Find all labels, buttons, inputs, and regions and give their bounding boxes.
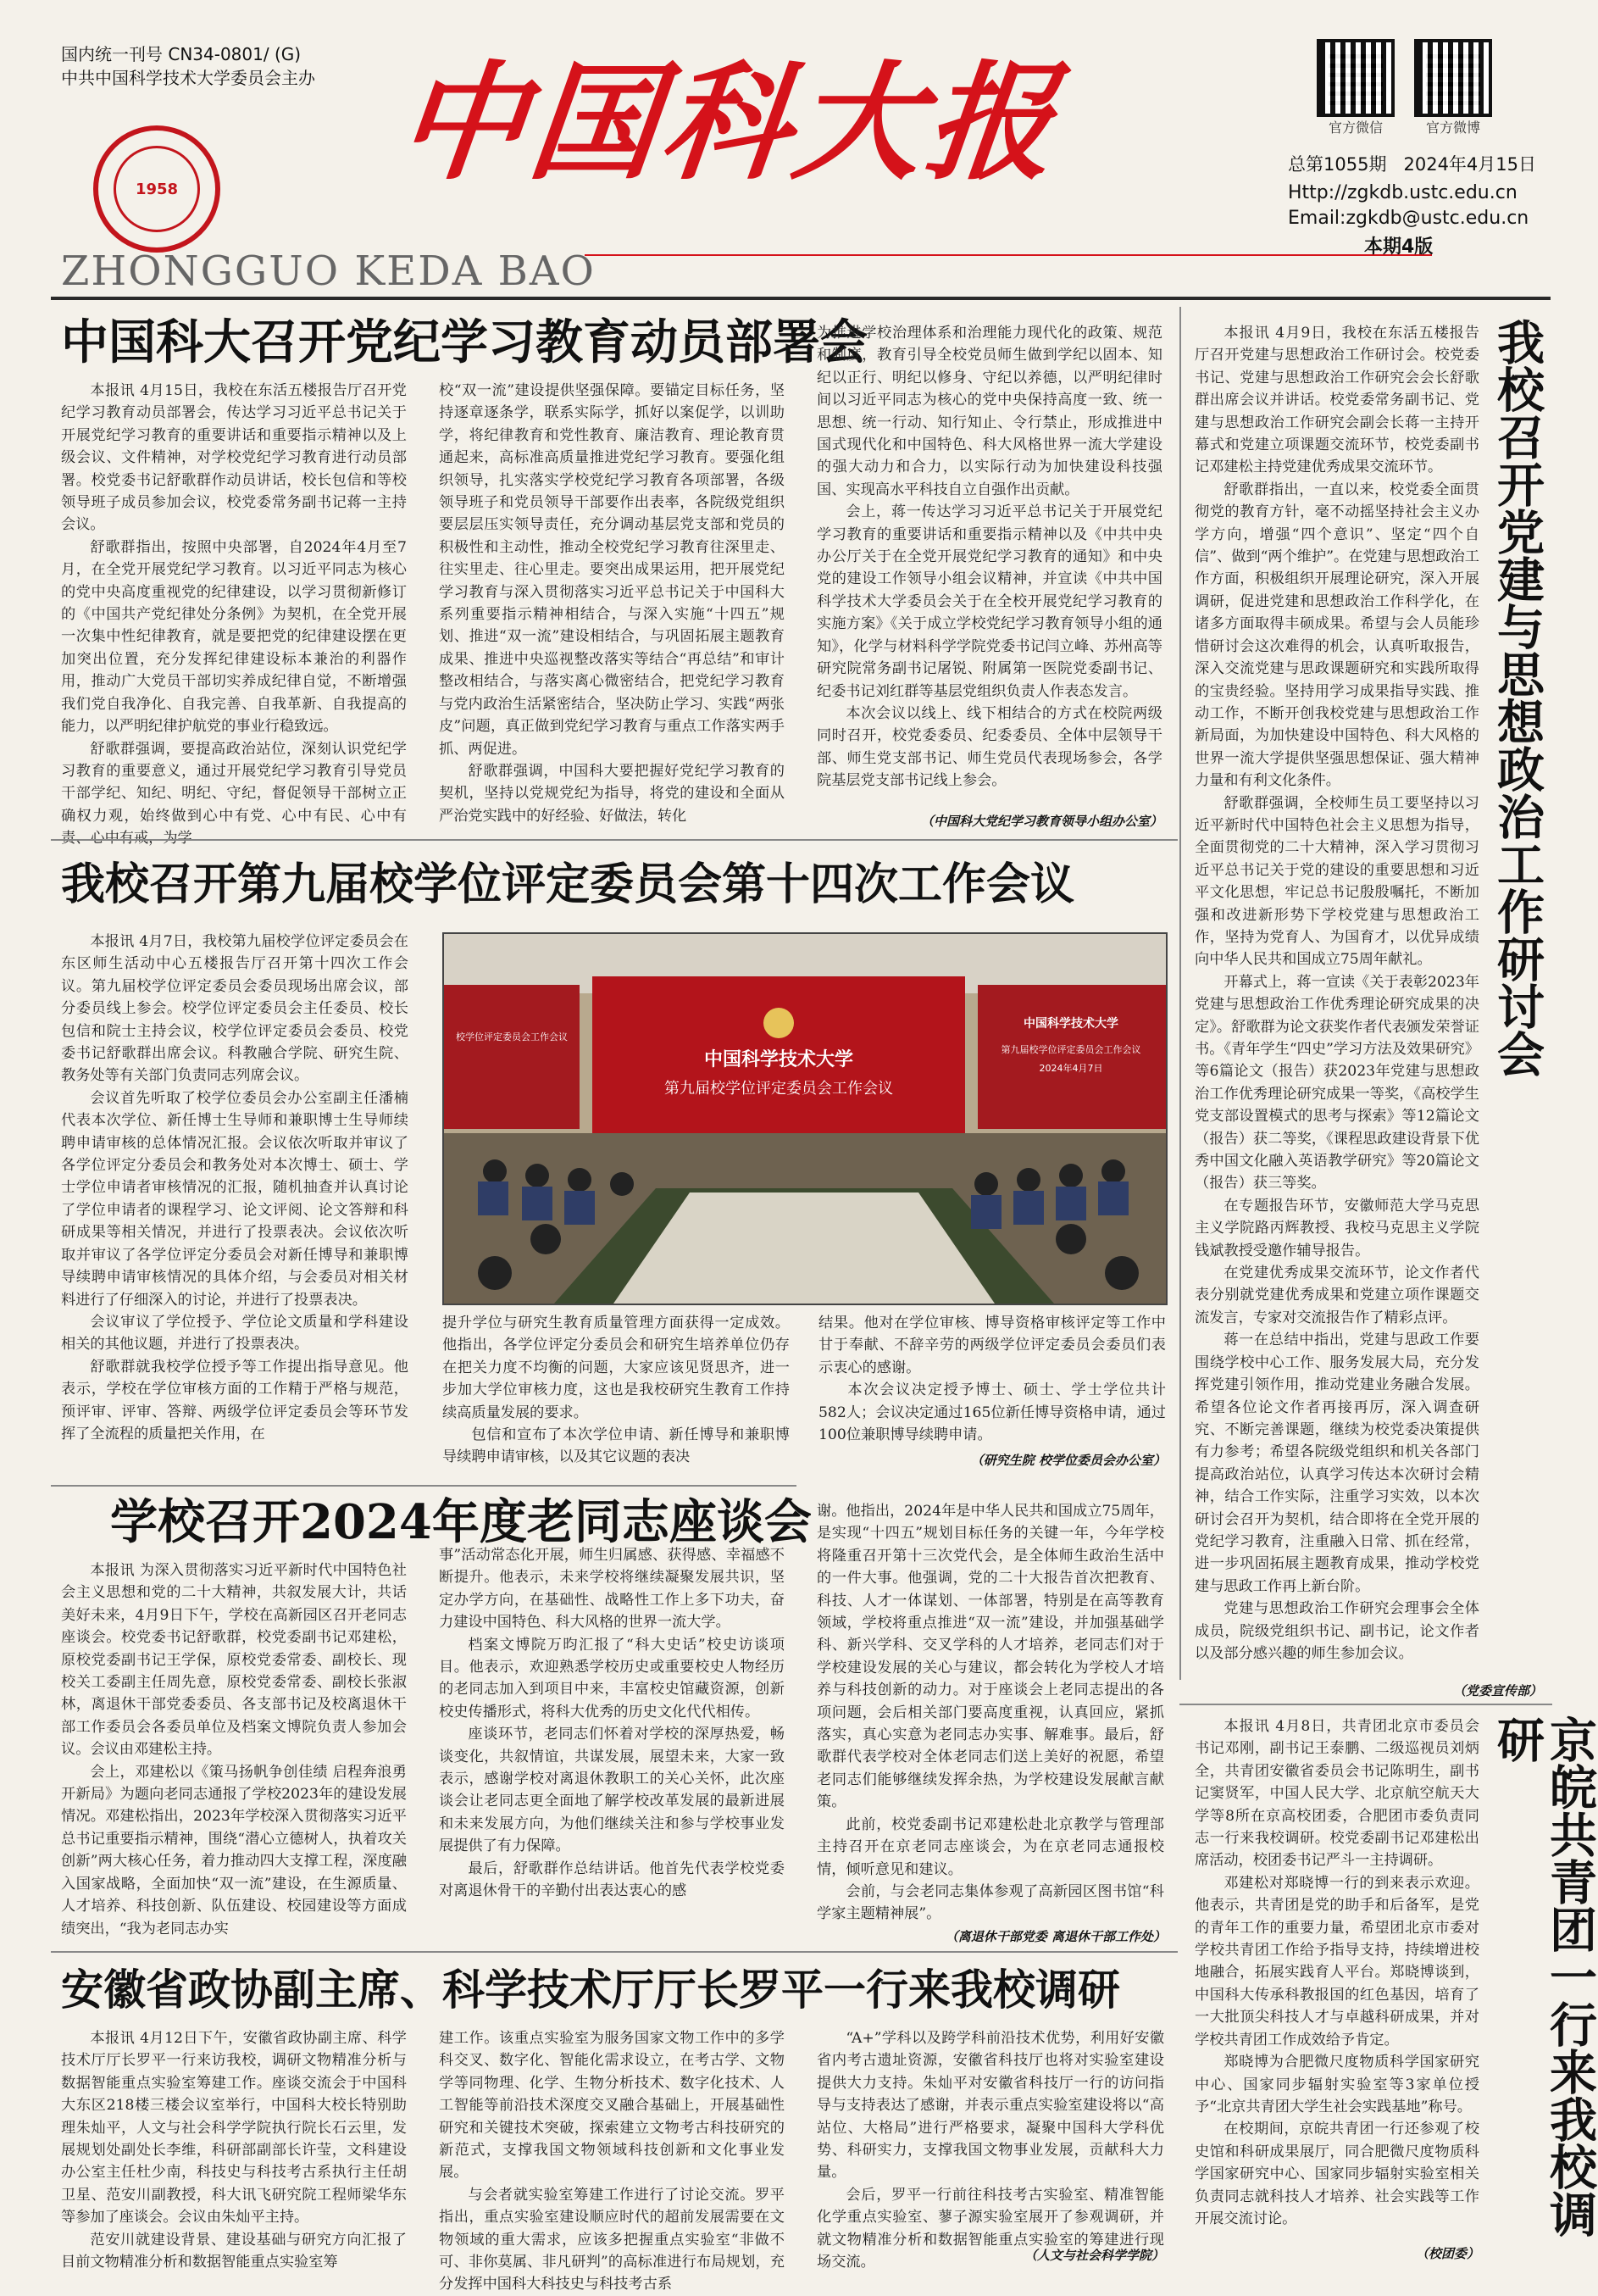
column-divider (1179, 307, 1181, 1680)
section-divider (1179, 1704, 1552, 1705)
article-6-col-1 (61, 2027, 407, 2278)
article-2-para: 在专题报告环节，安徽师范大学马克思主义学院路丙辉教授、我校马克思主义学院钱斌教授受邀作辅导报告。 (1195, 1197, 1479, 1259)
article-2-para: 蒋一在总结中指出，党建与思政工作要围绕学校中心工作、服务发展大局，充分发挥党建引领作用，推动党建业务融合发展。希望各位论文作者再接再厉，深入调查研究、不断完善课题，继续为校党委决策提供有力参考；希望各院级党组织和机关各部门提高政治站位，认真学习传达本次研讨会精神，结合工作实际，注重学习实效，以本次研讨会召开为契机，结合即将在全党开展的党纪学习教育，注重融入日常、抓在经常，进一步巩固拓展主题教育成果，推动学校党建与思政工作再上新台阶。 (1195, 1331, 1479, 1595)
article-1-para: 会上，蒋一传达学习习近平总书记关于开展党纪学习教育的重要讲话和重要指示精神以及《中共中央办公厅关于在全党开展党纪学习教育的通知》和中央党的建设工作领导小组会议精神，并宣读《中共中国科学技术大学委员会关于在全校开展党纪学习教育的实施方案》《关于成立学校党纪学习教育领导小组的通知》，化学与材料科学学院党委书记闫立峰、苏州高等研究院常务副书记屠锐、附属第一医院党委副书记、纪委书记刘红群等基层党组织负责人作表态发言。 (817, 503, 1162, 700)
meeting-photo-illustration (444, 934, 1166, 1304)
article-1-para: 本次会议以线上、线下相结合的方式在校院两级同时召开，校党委委员、纪委委员、全体中层领导干部、师生党支部书记、师生党员代表现场参会，各学院基层党支部书记线上参会。 (817, 704, 1162, 790)
qr-code-icon (1317, 39, 1395, 117)
article-4-title: 京皖共青团一行来我校调研 (1490, 1715, 1598, 2238)
article-2-para: 本报讯 4月9日，我校在东活五楼报告厅召开党建与思想政治工作研讨会。校党委书记、党建与思想政治工作研究会会长舒歌群出席会议并讲话。校党委常务副书记、党建与思想政治工作研究会副会长蒋一主持开幕式和党建立项课题交流环节，校党委副书记邓建松主持党建优秀成果交流环节。 (1195, 325, 1479, 476)
issue-date: 2024年4月15日 (1403, 154, 1537, 175)
article-3-para: 会议首先听取了校学位委员会办公室副主任潘楠代表本次学位、新任博士生导师和兼职博士生导师续聘申请审核的总体情况汇报。会议依次听取并审议了各学位评定分委员会和教务处对本次博士、硕士、学士学位申请者审核情况的汇报，随机抽查并认真讨论了学位申请者的课程学习、论文评阅、论文答辩和科研成果等相关情况，并进行了投票表决。会议依次听取并审议了各学位评定分委员会对新任博导和兼职博导续聘申请审核情况的具体介绍，与会委员对相关材料进行了仔细深入的讨论，并进行了投票表决。 (61, 1089, 408, 1309)
qr-weibo[interactable] (1407, 39, 1500, 136)
masthead-title: 中国科大报 (390, 48, 1068, 197)
article-3-para: 提升学位与研究生教育质量管理方面获得一定成效。他指出，各学位评定分委员会和研究生培养单位仍存在把关力度不均衡的问题，大家应该见贤思齐，进一步加大学位审核力度，这也是我校研究生教育工作持续高质量发展的要求。 (442, 1315, 790, 1421)
article-2-para: 舒歌群强调，全校师生员工要坚持以习近平新时代中国特色社会主义思想为指导，全面贯彻党的二十大精神，深入学习贯彻习近平总书记关于党的建设的重要思想和习近平文化思想，牢记总书记殷殷嘱托，不断加强和改进新形势下学校党建与思想政治工作，坚持为党育人、为国育才，以优异成绩向中华人民共和国成立75周年献礼。 (1195, 794, 1479, 969)
article-5-para: 会前，与会老同志集体参观了高新园区图书馆“科学家主题精神展”。 (817, 1882, 1164, 1923)
article-3-para: 本报讯 4月7日，我校第九届校学位评定委员会在东区师生活动中心五楼报告厅召开第十四次工作会议。第九届校学位评定委员会委员现场出席会议，部分委员线上参会。校学位评定委员会主任委员、校长包信和院士主持会议，校学位评定委员会委员、校党委书记舒歌群出席会议。科教融合学院、研究生院、教务处等有关部门负责同志列席会议。 (61, 933, 408, 1085)
article-6-para: 与会者就实验室筹建工作进行了讨论交流。罗平指出，重点实验室建设顺应时代的超前发展需要在文物领域的重大需求，应该多把握重点实验室“非做不可、非你莫属、非凡研判”的高标准进行布局规划，充分发挥中国科大科技史与科技考古系 (439, 2186, 785, 2293)
article-6-col-2 (439, 2027, 785, 2293)
issue-info (1288, 153, 1536, 176)
article-1-para: 校“双一流”建设提供坚强保障。要锚定目标任务，坚持逐章逐条学，联系实际学，抓好以案促学，以训助学，将纪律教育和党性教育、廉洁教育、理论教育贯通起来，高标准高质量推进党纪学习教育。要强化组织领导，扎实落实学校党纪学习教育各项部署，各级领导班子和党员领导干部要作出表率，各院级党组织要层层压实领导责任，充分调动基层党支部和党员的积极性和主动性，推动全校党纪学习教育往深里走、往实里走、往心里走。要突出成果运用，把开展党纪学习教育与深入贯彻落实习近平总书记关于中国科大系列重要指示精神相结合，与深入实施“十四五”规划、推进“双一流”建设相结合，与巩固拓展主题教育成果、推进中央巡视整改落实等结合“再总结”和审计整改相结合，与落实离心微密结合，把党纪学习教育与党内政治生活紧密结合，坚决防止学习、实践“两张皮”问题，真正做到党纪学习教育与重点工作落实两手抓、两促进。 (439, 382, 785, 758)
article-1-para: 为推进学校治理体系和治理能力现代化的政策、规范和制度，教育引导全校党员师生做到学纪以固本、知纪以正行、明纪以修身、守纪以养德，以严明纪律时间以习近平同志为核心的党中央保持高度一致、统一思想、统一行动、知行知止、令行禁止，形成推进中国式现代化和中国特色、科大风格世界一流大学建设的强大动力和合力，以实际行动为加快建设科技强国、实现高水平科技自立自强作出贡献。 (817, 325, 1162, 498)
article-2-para: 党建与思想政治工作研究会理事会全体成员，院级党组织书记、副书记，论文作者以及部分感兴趣的师生参加会议。 (1195, 1600, 1479, 1662)
article-1-title: 中国科大召开党纪学习教育动员部署会 (61, 314, 868, 370)
article-3-title: 我校召开第九届校学位评定委员会第十四次工作会议 (61, 859, 1075, 910)
article-1-col-1 (61, 380, 407, 831)
article-6-title: 安徽省政协副主席、科学技术厅厅长罗平一行来我校调研 (61, 1965, 1120, 2015)
email-address[interactable]: Email:zgkdb@ustc.edu.cn (1288, 208, 1529, 229)
article-6-para: 范安川就建设背景、建设基础与研究方向汇报了目前文物精准分析和数据智能重点实验室筹 (61, 2231, 407, 2271)
masthead-red-rule (585, 254, 1432, 256)
article-6-para: 本报讯 4月12日下午，安徽省政协副主席、科学技术厅厅长罗平一行来访我校，调研文物精准分析与数据智能重点实验室筹建工作。座谈交流会于中国科大东区218楼三楼会议室举行，中国科大校长特别助理朱灿平，人文与社会科学学院执行院长石云里，发展规划处副处长李维，科研部副部长许莹，文科建设办公室主任杜少南，科技史与科技考古系执行主任胡卫星、范安川副教授，科大讯飞研究院工程师梁华东等参加了座谈会。会议由朱灿平主持。 (61, 2030, 407, 2227)
banner-right-date: 2024年4月7日 (1039, 1063, 1103, 1074)
article-1-para: 舒歌群强调，中国科大要把握好党纪学习教育的契机，坚持以党规党纪为指导，将党的建设和全面从严治党实践中的好经验、好做法，转化 (439, 762, 785, 825)
article-5-para: 事”活动常态化开展，师生归属感、获得感、幸福感不断提升。他表示，未来学校将继续凝聚发展共识，坚定办学方向，在基础性、战略性工作上多下功夫，奋力建设中国特色、科大风格的世界一流大学。 (439, 1547, 785, 1632)
qr-wechat[interactable] (1309, 39, 1402, 136)
article-3-para: 会议审议了学位授予、学位论文质量和学科建设相关的其他议题，并进行了投票表决。 (61, 1313, 408, 1354)
article-4-para: 本报讯 4月8日，共青团北京市委员会书记邓刚，副书记王泰鹏、二级巡视员刘炳全，共青团安徽省委员会书记陈明生，副书记窦贤军，中国人民大学、北京航空航天大学等8所在京高校团委，合肥团市委负责同志一行来我校调研。校党委副书记邓建松出席活动，校团委书记严斗一主持调研。 (1195, 1718, 1479, 1870)
article-5-para: 此前，校党委副书记邓建松赴北京教学与管理部主持召开在京老同志座谈会，为在京老同志通报校情，倾听意见和建议。 (817, 1815, 1164, 1878)
website-url[interactable]: Http://zgkdb.ustc.edu.cn (1288, 182, 1518, 203)
article-4-source: （校团委） (1415, 2246, 1479, 2261)
article-2-source: （党委宣传部） (1452, 1683, 1542, 1698)
article-4-para: 郑晓博为合肥微尺度物质科学国家研究中心、国家同步辐射实验室等3家单位授予“北京共青团大学生社会实践基地”称号。 (1195, 2054, 1479, 2115)
article-1-col-3 (817, 322, 1162, 812)
article-3-source: （研究生院 校学位委员会办公室） (970, 1453, 1166, 1468)
header-divider (51, 297, 1551, 300)
qr-code-icon (1414, 39, 1492, 117)
logo-year: 1958 (114, 146, 200, 232)
qr-weibo-caption: 官方微博 (1425, 120, 1480, 136)
section-divider (51, 839, 1178, 841)
article-1-source: （中国科大党纪学习教育领导小组办公室） (920, 814, 1162, 829)
article-5-col-2 (439, 1544, 785, 1926)
article-5-col-1 (61, 1559, 407, 1937)
article-3-para: 结果。他对在学位审核、博导资格审核评定等工作中甘于奉献、不辞辛劳的两级学位评定委员会委员们表示衷心的感谢。 (818, 1315, 1166, 1376)
article-1-col-2 (439, 380, 785, 831)
article-6-para: 会后，罗平一行前往科技考古实验室、精准智能化学重点实验室、蓼子源实验室展开了参观调研，并就文物精准分析和数据智能重点实验室的筹建进行现场交流。 (817, 2186, 1164, 2271)
banner-left-title: 校学位评定委员会工作会议 (456, 1031, 568, 1042)
banner-right-subtitle: 第九届校学位评定委员会工作会议 (1001, 1044, 1141, 1055)
masthead-pinyin: ZHONGGUO KEDA BAO (61, 247, 596, 295)
article-5-para: 会上，邓建松以《策马扬帆争创佳绩 启程奔浪勇开新局》为题向老同志通报了学校2023年的建设发展情况。邓建松指出，2023年学校深入贯彻落实习近平总书记重要指示精神，围绕“潜心立德树人，执着攻关创新”两大核心任务，着力推动四大支撑工程，深度融入国家战略，全面加快“双一流”建设，在生源质量、人才培养、科技创新、队伍建设、校园建设等方面成绩突出，“我为老同志办实 (61, 1763, 407, 1937)
article-1-para: 舒歌群指出，按照中央部署，自2024年4月至7月，在全党开展党纪学习教育。以习近平同志为核心的党中央高度重视党的纪律建设，以学习贯彻新修订的《中国共产党纪律处分条例》为契机，在全党开展一次集中性纪律教育，就是要把党的纪律建设摆在更加突出位置，充分发挥纪律建设标本兼治的利器作用，推动广大党员干部切实养成纪律自觉，不断增强我们党自我净化、自我完善、自我革新、自我提高的能力，以严明纪律护航党的事业行稳致远。 (61, 538, 407, 736)
meeting-photo (442, 932, 1168, 1305)
issue-number: 总第1055期 (1288, 154, 1387, 175)
article-5-source: （离退休干部党委 离退休干部工作处） (945, 1929, 1166, 1944)
article-5-para: 谢。他指出，2024年是中华人民共和国成立75周年，是实现“十四五”规划目标任务的关键一年，今年学校将隆重召开第十三次党代会，是全体师生政治生活中的一件大事。他强调，党的二十大报告首次把教育、科技、人才一体谋划、一体部署，特别是在高等教育领域，学校将重点推进“双一流”建设，并加强基础学科、新兴学科、交叉学科的人才培养，老同志们对于学校建设发展的关心与建议，都会转化为学校人才培养与科技创新的动力。对于座谈会上老同志提出的各项问题，会后相关部门要高度重视，认真回应，紧抓落实，真心实意为老同志办实事、解难事。最后，舒歌群代表学校对全体老同志们送上美好的祝愿，希望老同志们能够继续发挥余热，为学校建设发展献言献策。 (817, 1503, 1164, 1811)
article-5-col-3 (817, 1500, 1164, 1924)
article-5-para: 档案文博院万昀汇报了“科大史话”校史访谈项目。他表示，欢迎熟悉学校历史或重要校史人物经历的老同志加入到项目中来，丰富校史馆藏资源，创新校史传播形式，将科大优秀的历史文化代代相传。 (439, 1636, 785, 1721)
banner-title: 中国科学技术大学 (703, 1049, 854, 1070)
article-3-para: 舒歌群就我校学位授予等工作提出指导意见。他表示，学校在学位审核方面的工作精于严格与规范，预评审、评审、答辩、两级学位评定委员会等环节发挥了全流程的质量把关作用，在 (61, 1358, 408, 1443)
article-4-body (1195, 1715, 1479, 2241)
article-5-para: 座谈环节，老同志们怀着对学校的深厚热爱，畅谈变化，共叙情谊，共谋发展，展望未来，大家一致表示，感谢学校对离退休教职工的关心关怀，此次座谈会让老同志更全面地了解学校改革发展的最新进展和未来发展方向，为他们继续关注和参与学校事业发展提供了有力保障。 (439, 1726, 785, 1855)
section-divider (51, 1951, 1178, 1953)
serial-number: 国内统一刊号 CN34-0801/ (G) (61, 44, 302, 64)
qr-wechat-caption: 官方微信 (1328, 120, 1383, 136)
section-divider (51, 1485, 796, 1487)
article-3-col-3 (818, 1312, 1166, 1448)
article-2-para: 在党建优秀成果交流环节，论文作者代表分别就党建优秀成果和党建立项作课题交流发言，专家对交流报告作了精彩点评。 (1195, 1265, 1479, 1326)
article-5-title: 学校召开2024年度老同志座谈会 (110, 1494, 812, 1550)
article-4-para: 在校期间，京皖共青团一行还参观了校史馆和科研成果展厅，同合肥微尺度物质科学国家研究中心、国家同步辐射实验室相关负责同志就科技人才培养、社会实践等工作开展交流讨论。 (1195, 2121, 1479, 2227)
article-6-source: （人文与社会科学学院） (1024, 2248, 1164, 2263)
article-4-para: 邓建松对郑晓博一行的到来表示欢迎。他表示，共青团是党的助手和后备军，是党的青年工作的重要力量，希望团北京市委对学校共青团工作给予指导支持，持续增进校地融合，拓展实践育人平台。郑晓博谈到，中国科大传承科教报国的红色基因，培育了一大批顶尖科技人才与卓越科研成果，并对学校共青团工作成效给予肯定。 (1195, 1874, 1479, 2049)
article-2-para: 舒歌群指出，一直以来，校党委全面贯彻党的教育方针，毫不动摇坚持社会主义办学方向，增强“四个意识”、坚定“四个自信”、做到“两个维护”。在党建与思想政治工作方面，积极组织开展理论研究，深入开展调研，促进党建和思想政治工作科学化，在诸多方面取得丰硕成果。希望与会人员能珍惜研讨会这次难得的机会，认真听取报告，深入交流党建与思政课题研究和实践所取得的宝贵经验。坚持用学习成果指导实践、推动工作，不断开创我校党建与思想政治工作新局面，为加快建设中国特色、科大风格的世界一流大学提供坚强思想保证、强大精神力量和有利文化条件。 (1195, 481, 1479, 790)
article-3-para: 本次会议决定授予博士、硕士、学士学位共计582人；会议决定通过165位新任博导资格申请，通过100位兼职博导续聘申请。 (818, 1381, 1166, 1444)
article-2-title: 我校召开党建与思想政治工作研讨会 (1490, 318, 1545, 1077)
article-1-para: 本报讯 4月15日，我校在东活五楼报告厅召开党纪学习教育动员部署会，传达学习习近平总书记关于开展党纪学习教育的重要讲话和重要指示精神以及上级会议、文件精神，对学校党纪学习教育进行动员部署。校党委书记舒歌群作动员讲话，校长包信和等校领导班子成员参加会议，校党委常务副书记蒋一主持会议。 (61, 382, 407, 534)
banner-subtitle: 第九届校学位评定委员会工作会议 (664, 1080, 893, 1098)
article-5-para: 最后，舒歌群作总结讲话。他首先代表学校党委对离退休骨干的辛勤付出表达衷心的感 (439, 1860, 785, 1900)
article-2-para: 开幕式上，蒋一宣读《关于表彰2023年党建与思想政治工作优秀理论研究成果的决定》。舒歌群为论文获奖作者代表颁发荣誉证书。《青年学生“四史”学习方法及效果研究》等6篇论文（报告）获2023年党建与思想政治工作优秀理论研究成果一等奖，《高校学生党支部设置模式的思考与探索》等12篇论文（报告）获二等奖，《课程思政建设背景下优秀中国文化融入英语教学研究》等20篇论文（报告）获三等奖。 (1195, 973, 1479, 1192)
page-count: 本期4版 (1364, 236, 1434, 258)
article-3-col-1 (61, 931, 408, 1580)
article-3-para: 包信和宣布了本次学位申请、新任博导和兼职博导续聘申请审核，以及其它议题的表决 (442, 1426, 790, 1466)
university-logo (93, 125, 220, 253)
article-2-body (1195, 322, 1479, 1678)
article-6-para: 建工作。该重点实验室为服务国家文物工作中的多学科交叉、数字化、智能化需求设立，在考古学、文物学等同物理、化学、生物分析技术、数字化技术、人工智能等前沿技术深度交叉融合基础上，开展基础性研究和关键技术突破，探索建立文物考古科技研究的新范式，支撑我国文物领域科技创新和文化事业发展。 (439, 2030, 785, 2182)
article-1-para: 舒歌群强调，要提高政治站位，深刻认识党纪学习教育的重要意义，通过开展党纪学习教育引导党员干部学纪、知纪、明纪、守纪，督促领导干部树立正确权力观，始终做到心中有党、心中有民、心中有 (61, 740, 407, 825)
article-6-para: “A+”学科以及跨学科前沿技术优势，利用好安徽省内考古遗址资源，安徽省科技厅也将对实验室建设提供大力支持。朱灿平对安徽省科技厅一行的访问指导与支持表达了感谢，并表示重点实验室建设将以“高站位、大格局”进行严格要求，凝聚中国科大学科优势、科研实力，支撑我国文物事业发展，贡献科大力量。 (817, 2030, 1164, 2182)
article-5-para: 本报讯 为深入贯彻落实习近平新时代中国特色社会主义思想和党的二十大精神，共叙发展大计，共话美好未来，4月9日下午，学校在高新园区召开老同志座谈会。校党委书记舒歌群，校党委副书记邓建松，原校党委副书记王学保，原校党委常委、副校长、现校关工委副主任周先意，原校党委常委、副校长张淑林，离退休干部党委委员、各支部书记及校离退休干部工作委员会各委员单位及档案文博院负责人参加会议。会议由邓建松主持。 (61, 1562, 407, 1759)
banner-right-title: 中国科学技术大学 (1024, 1017, 1118, 1031)
sponsor-line: 中共中国科学技术大学委员会主办 (61, 68, 315, 88)
